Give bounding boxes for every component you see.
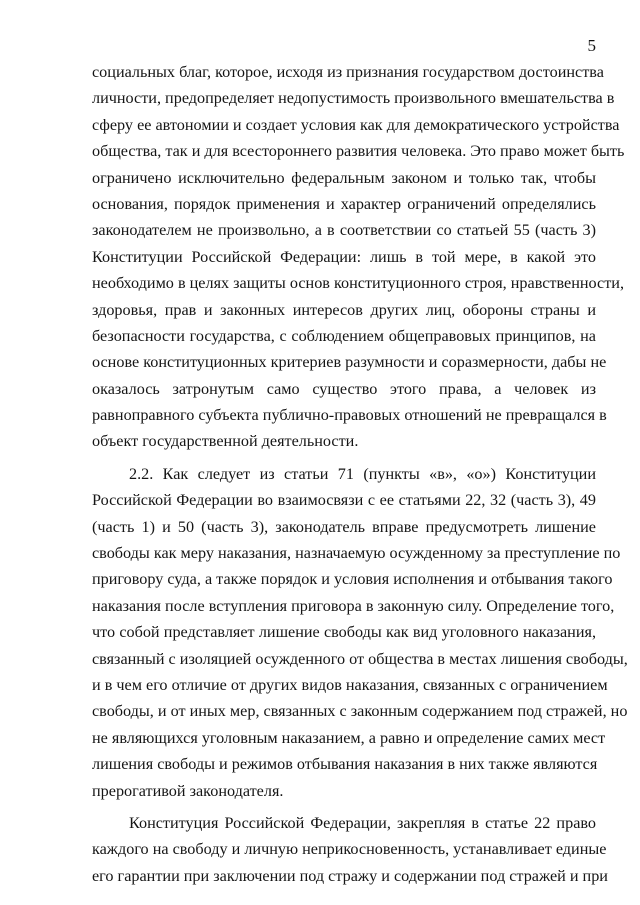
text-line: общества, так и для всестороннего развития человека. Это право может быть	[92, 142, 625, 161]
document-body	[92, 59, 628, 889]
text-line: социальных благ, которое, исходя из признания государством достоинства	[92, 63, 604, 81]
text-line: ограничено исключительно федеральным законом и только так, чтобы	[92, 168, 596, 187]
text-line: свободы, и от иных мер, связанных с законным содержанием под стражей, но	[92, 702, 628, 721]
text-line: безопасности государства, с соблюдением общеправовых принципов, на	[92, 326, 596, 345]
paragraph	[92, 461, 628, 804]
text-line: что собой представляет лишение свободы как вид уголовного наказания,	[92, 623, 596, 642]
text-line: необходимо в целях защиты основ конституционного строя, нравственности,	[92, 274, 625, 293]
text-line: личности, предопределяет недопустимость произвольного вмешательства в	[92, 89, 615, 108]
page-number: 5	[587, 36, 596, 55]
text-line: не являющихся уголовным наказанием, а равно и определение самих мест	[92, 728, 606, 747]
text-line: (часть 1) и 50 (часть 3), законодатель вправе предусмотреть лишение	[92, 517, 596, 536]
text-line: Российской Федерации во взаимосвязи с ее статьями 22, 32 (часть 3), 49	[92, 491, 596, 510]
text-line: сферу ее автономии и создает условия как для демократического устройства	[92, 115, 620, 134]
text-line: каждого на свободу и личную неприкосновенность, устанавливает единые	[92, 840, 607, 859]
text-line: основе конституционных критериев разумности и соразмерности, дабы не	[92, 353, 607, 372]
text-line: и в чем его отличие от других видов наказания, связанных с ограничением	[92, 675, 608, 694]
text-line: приговору суда, а также порядок и условия исполнения и отбывания такого	[92, 570, 613, 589]
text-line: наказания после вступления приговора в законную силу. Определение того,	[92, 596, 615, 615]
text-line: основания, порядок применения и характер ограничений определялись	[92, 194, 596, 213]
text-line: Конституции Российской Федерации: лишь в той мере, в какой это	[92, 247, 596, 266]
text-line: равноправного субъекта публично-правовых отношений не превращался в	[92, 406, 607, 425]
text-line: объект государственной деятельности.	[92, 432, 359, 451]
text-line: 2.2. Как следует из статьи 71 (пункты «в», «о») Конституции	[129, 464, 596, 483]
text-line: Конституция Российской Федерации, закрепляя в статье 22 право	[129, 813, 596, 832]
text-line: лишения свободы и режимов отбывания наказания в них также являются	[92, 755, 598, 774]
text-line: законодателем не произвольно, а в соответствии со статьей 55 (часть 3)	[92, 221, 596, 240]
text-line: его гарантии при заключении под стражу и содержании под стражей и при	[92, 866, 608, 885]
paragraph	[92, 59, 625, 455]
text-line: здоровья, прав и законных интересов других лиц, обороны страны и	[92, 300, 596, 319]
text-line: связанный с изоляцией осужденного от общества в местах лишения свободы,	[92, 649, 628, 668]
paragraph	[92, 810, 608, 889]
text-line: прерогативой законодателя.	[92, 781, 284, 800]
text-line: оказалось затронутым само существо этого права, а человек из	[92, 379, 596, 398]
text-line: свободы как меру наказания, назначаемую осужденному за преступление по	[92, 544, 621, 563]
